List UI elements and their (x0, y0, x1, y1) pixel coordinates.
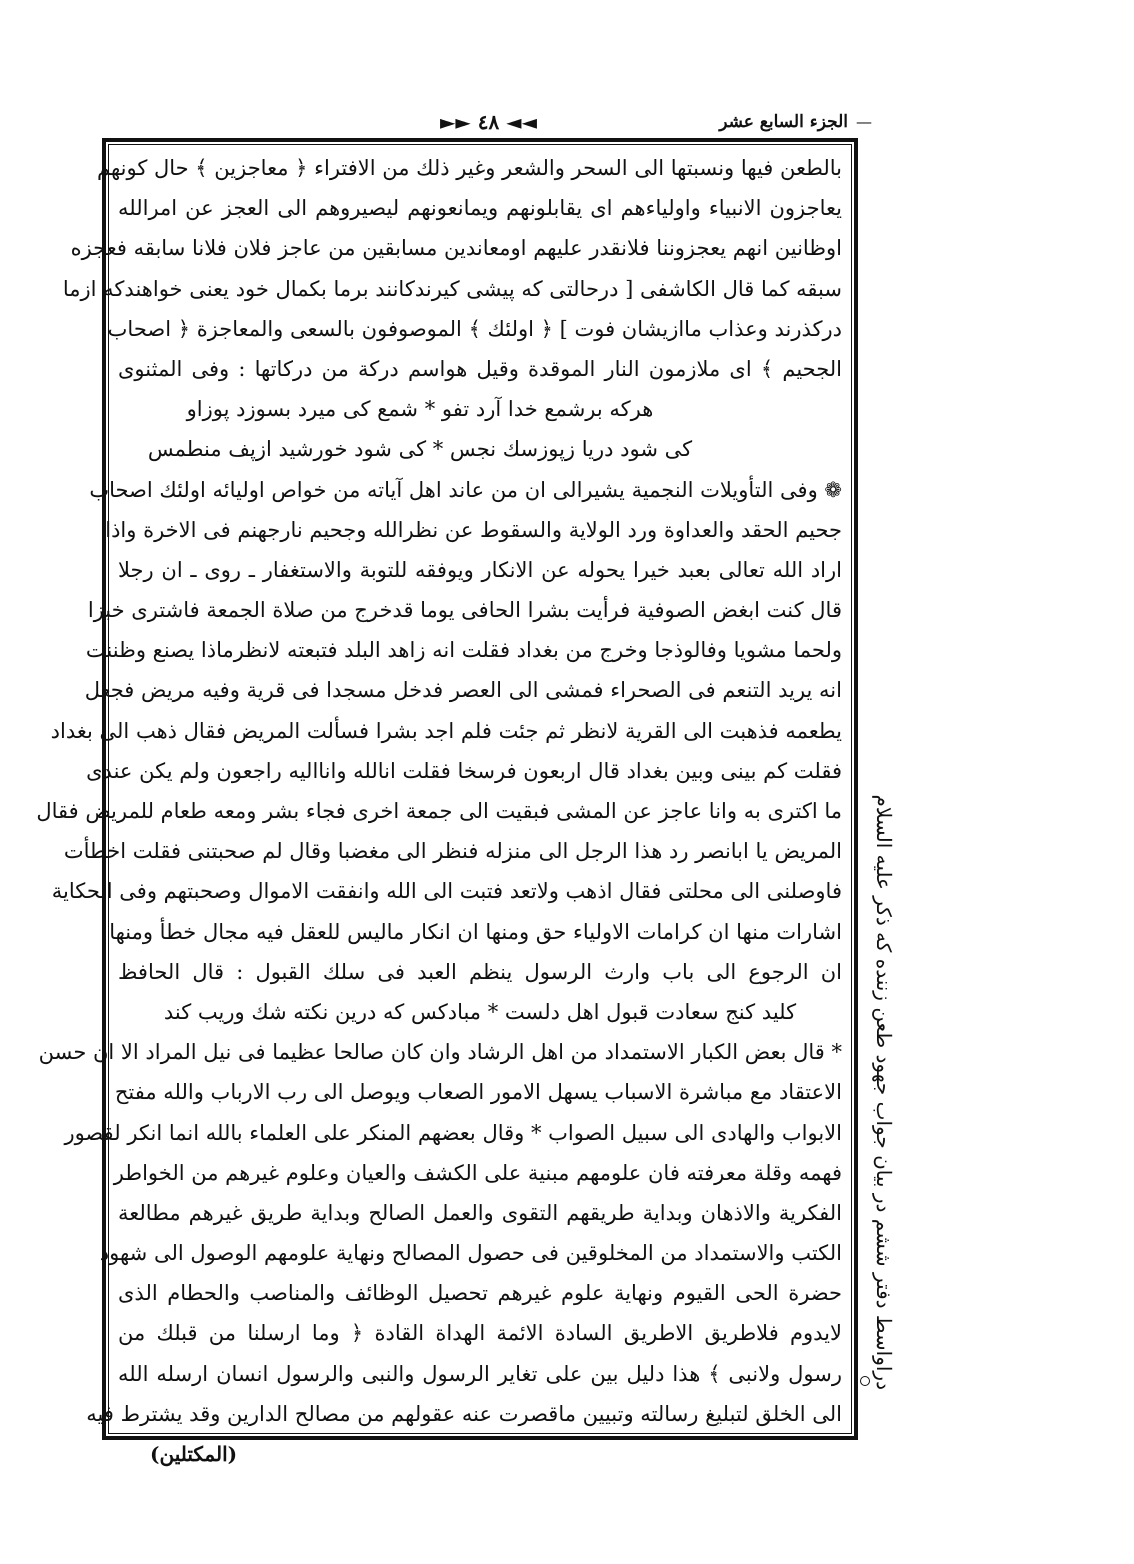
text-line: فقلت كم بينى وبين بغداد قال اربعون فرسخا فقلت انالله وانااليه راجعون ولم يكن عندى (86, 758, 842, 783)
text-line: الاعتقاد مع مباشرة الاسباب يسهل الامور الصعاب ويوصل الى رب الارباب والله مفتح (114, 1080, 842, 1105)
text-line: سبقه كما قال الكاشفى [ درحالتى كه پيشى كيرندكانند برما بكمال خود يعنى خواهندكه ازما (62, 276, 842, 301)
text-line: اراد الله تعالى بعبد خيرا يحوله عن الانكار ويوفقه للتوبة والاستغفار ـ روى ـ ان رجلا (118, 557, 842, 582)
text-line: ولحما مشويا وفالوذجا وخرج من بغداد فقلت انه زاهد البلد فتبعته لانظرماذا يصنع وظننت (85, 638, 842, 663)
text-line: المريض يا ابانصر رد هذا الرجل الى منزله فنظر الى مغضبا وقال لم صحبتنى فقلت اخطأت (63, 839, 842, 864)
text-line: حضرة الحى القيوم ونهاية علوم غيرهم تحصيل الوظائف والمناصب والحطام الذى (118, 1281, 842, 1306)
text-line: دركذرند وعذاب ماازيشان فوت ] ﴿ اولئك ﴾ الموصوفون بالسعى والمعاجزة ﴿ اصحاب (107, 316, 842, 341)
text-line: ما اكترى به وانا عاجز عن المشى فبقيت الى جمعة اخرى فجاء بشر ومعه طعام للمريض فقال (36, 799, 842, 823)
text-line: فهمه وقلة معرفته فان علومهم مبنية على الكشف والعيان وعلوم غيرهم من الخواطر (113, 1160, 842, 1185)
text-line: الى الخلق لتبليغ رسالته وتبيين ماقصرت عنه عقولهم من مصالح الدارين وقد يشترط فيه (86, 1401, 842, 1426)
text-line: ❁ وفى التأويلات النجمية يشيرالى ان من عاند اهل آياته من خواص اوليائه اولئك اصحاب (89, 477, 842, 502)
margin-note (862, 150, 902, 1390)
text-line: * قال بعض الكبار الاستمداد من اهل الرشاد وان كان صالحا عظيما فى نيل المراد الا ان حسن (38, 1040, 842, 1065)
text-line: الفكرية والاذهان وبداية طريقهم التقوى والعمل الصالح وبداية طريق غيرهم مطالعة (118, 1200, 842, 1225)
text-line: الجحيم ﴾ اى ملازمون النار الموقدة وقيل هواسم دركة من دركاتها : وفى المثنوى (118, 356, 842, 381)
text-line: ان الرجوع الى باب وارث الرسول ينظم العبد فى سلك القبول : قال الحافظ (118, 959, 842, 984)
part-title: الجزء السابع عشر (719, 112, 848, 132)
margin-mark-icon (860, 1376, 870, 1386)
text-line: الكتب والاستمداد من المخلوقين فى حصول المصالح ونهاية علومهم الوصول الى شهود (99, 1241, 842, 1266)
text-line: الابواب والهادى الى سبيل الصواب * وقال بعضهم المنكر على العلماء بالله انما انكر لقصور (64, 1120, 842, 1145)
text-line: بالطعن فيها ونسبتها الى السحر والشعر وغير ذلك من الافتراء ﴿ معاجزين ﴾ حال كونهم (96, 156, 842, 180)
verse-line: هركه برشمع خدا آرد تفو * شمع كى ميرد بسوزد پوزاو (186, 397, 654, 422)
text-line: قال كنت ابغض الصوفية فرأيت بشرا الحافى يوما قدخرج من صلاة الجمعة فاشترى خبزا (87, 598, 842, 623)
text-line: انه يريد التنعم فى الصحراء فمشى الى العصر فدخل مسجدا فى قرية وفيه مريض فجعل (84, 678, 842, 703)
margin-note-text: دراواسط دفتر ششم در بيان جواب جهود طعن زننده كه ذكر عليه السلام (872, 794, 896, 1390)
main-text (36, 148, 842, 1426)
verse-line: كليد كنج سعادت قبول اهل دلست * مبادكس كه درين نكته شك وريب كند (163, 999, 797, 1024)
page-number: ◄◄ ٤٨ ►► (440, 110, 537, 134)
text-line: يعاجزون الانبياء واولياءهم اى يقابلونهم ويمانعونهم ليصيروهم الى العجز عن امرالله (118, 196, 842, 221)
text-line: لايدوم فلاطريق الاطريق السادة الائمة الهداة القادة ﴿ وما ارسلنا من قبلك من (118, 1321, 842, 1346)
text-line: اشارات منها ان كرامات الاولياء حق ومنها ان انكار ماليس للعقل فيه مجال خطأ ومنها (109, 919, 842, 944)
text-line: جحيم الحقد والعداوة ورد الولاية والسقوط عن نظرالله وجحيم نارجهنم فى الاخرة واذا (105, 517, 842, 542)
header-dash: — (856, 112, 872, 131)
text-line: اوظانين انهم يعجزوننا فلانقدر عليهم اومعاندين مسابقين من عاجز فلان فلانا سابقه فعجزه (70, 236, 842, 261)
text-line: رسول ولانبى ﴾ هذا دليل بين على تغاير الرسول والنبى والرسول انسان ارسله الله (118, 1361, 842, 1386)
catchword: (المكتلين) (150, 1442, 238, 1466)
text-line: فاوصلنى الى محلتى فقال اذهب ولاتعد فتبت الى الله وانفقت الاموال وصحبتهم وفى الحكاية (51, 879, 842, 904)
text-line: يطعمه فذهبت الى القرية لانظر ثم جئت فلم اجد بشرا فسألت المريض فقال ذهب الى بغداد (50, 718, 842, 743)
verse-line: كى شود دريا زپوزسك نجس * كى شود خورشيد ازپف منطمس (147, 437, 693, 462)
